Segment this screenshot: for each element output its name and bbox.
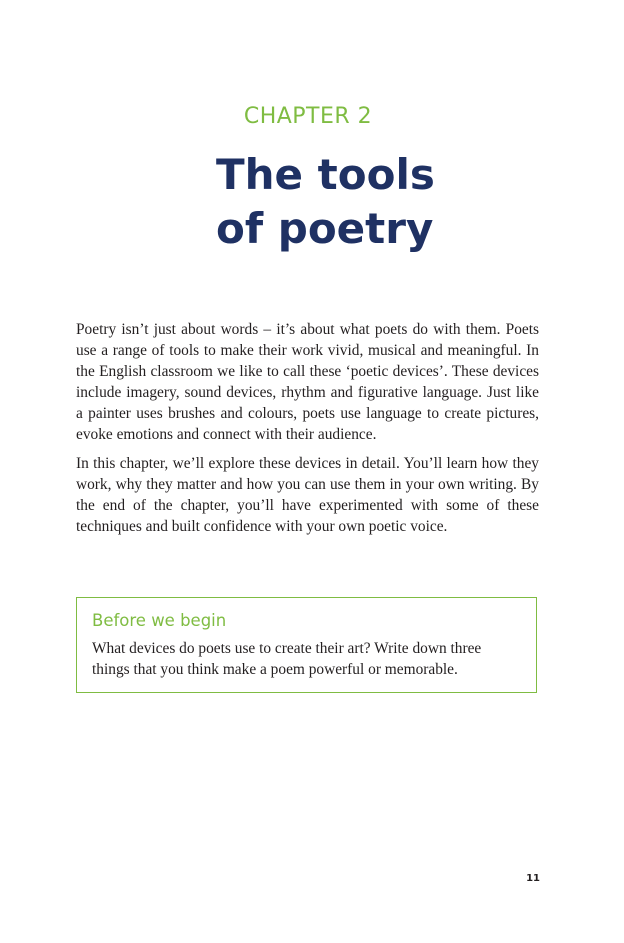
- body-paragraph-1: Poetry isn’t just about words – it’s about what poets do with them. Poets use a range of tools to make their work vivid, musical and meaningful. In the English classroom we like to call these ‘poetic devices’. These devices include imagery, sound devices, rhythm and figurative language. Just like a painter uses brushes and colours, poets use language to create pictures, evoke emotions and connect with their audience.: [76, 321, 539, 443]
- page-number: 11: [526, 873, 540, 884]
- before-we-begin-box: [76, 597, 537, 693]
- callout-text: What devices do poets use to create their art? Write down three things that you think make a poem powerful or memorable.: [92, 640, 482, 678]
- body-paragraph-2: In this chapter, we’ll explore these devices in detail. You’ll learn how they work, why they matter and how you can use them in your own writing. By the end of the chapter, you’ll have experimented with some of these techniques and built confidence with your own poetic voice.: [76, 455, 539, 535]
- callout-title: Before we begin: [92, 611, 227, 630]
- body-text: [76, 319, 539, 545]
- chapter-title-line-2: of poetry: [216, 204, 434, 253]
- chapter-title: [216, 148, 476, 256]
- chapter-label: CHAPTER 2: [243, 104, 373, 129]
- chapter-title-line-1: The tools: [216, 150, 435, 199]
